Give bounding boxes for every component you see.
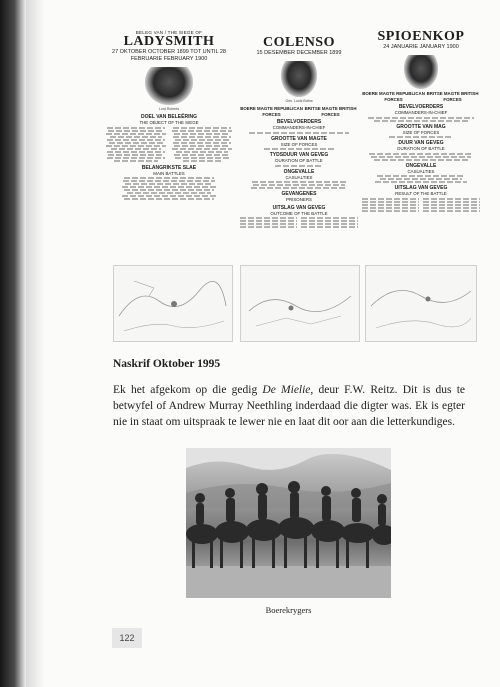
duration-af: TYDSDUUR VAN GEVEG: [269, 152, 329, 158]
poster-colenso: [240, 30, 358, 229]
commanders-af: BEVELVOERDERS: [276, 119, 322, 125]
poster-date: 15 DESEMBER DECEMBER 1899: [256, 50, 342, 56]
captured-en: PRISONERS: [286, 197, 312, 202]
map-ladysmith: [113, 265, 233, 342]
body-paragraph: [113, 382, 465, 430]
poster-spioenkop: [362, 30, 480, 213]
duration-af: DUUR VAN GEVEG: [398, 140, 444, 146]
paragraph-part-2: , deur F.W. Reitz. Dit is dus te betwyfel of Andrew Murray Neethling inderdaad die digter was. Ek is egter nie in staat om uitspraak te lewer nie en laat dit oor aan die letterkundiges.: [113, 384, 465, 428]
section-en: MAIN BATTLES: [153, 170, 185, 176]
left-force: BOERE MAGTE REPUBLICAN FORCES: [362, 91, 425, 102]
commanders-af: BEVELVOERDERS: [398, 104, 444, 110]
poster-top-label: BELEG VAN / THE SIEGE OF: [135, 30, 203, 35]
paragraph-part-1: Ek het afgekom op die gedig: [113, 384, 263, 396]
outcome-en: OUTCOME OF THE BATTLE: [270, 210, 328, 216]
book-spine: [0, 0, 26, 687]
size-en: SIZE OF FORCES: [280, 141, 318, 147]
commanders-en: COMMANDERS-IN-CHIEF: [394, 110, 448, 115]
outcome-af: UITSLAG VAN GEVEG: [272, 204, 326, 211]
size-en: SIZE OF FORCES: [402, 129, 440, 135]
captured-af: GEVANGENES: [281, 191, 317, 197]
outcome-en: RESULT OF THE BATTLE: [395, 191, 447, 196]
portrait-caption: Lord Roberts: [158, 107, 180, 111]
poster-title: COLENSO: [263, 35, 335, 50]
duration-en: DURATION OF BATTLE: [275, 158, 323, 163]
heading-en: THE OBJECT OF THE SIEGE: [139, 120, 199, 125]
forces-row: [240, 106, 358, 117]
commanders-en: COMMANDERS-IN-CHIEF: [272, 125, 326, 130]
size-af: GROOTTE VAN MAG: [396, 123, 446, 130]
duration-en: DURATION OF BATTLE: [397, 146, 445, 151]
map-spioenkop: [365, 265, 477, 342]
poster-date: 24 JANUARIE JANUARY 1900: [383, 44, 459, 50]
date-start: 27 OKTOBER OCTOBER 1899: [112, 49, 189, 55]
page-number: 122: [112, 628, 142, 648]
casualties-en: CASUALTIES: [407, 168, 435, 174]
poem-title: De Mielie: [262, 384, 311, 396]
portrait-caption: Gen. Louis Botha: [285, 99, 313, 103]
outcome-af: UITSLAG VAN GEVEG: [394, 185, 448, 191]
portrait-image: [281, 61, 317, 97]
photo-caption: Boerekrygers: [265, 605, 312, 615]
right-force: BRITSE MAGTE BRITISH FORCES: [426, 91, 479, 102]
section-heading: Naskrif Oktober 1995: [113, 358, 221, 370]
date-mid: TOT UNTIL: [190, 49, 219, 55]
casualties-af: ONGEVALLE: [283, 168, 315, 175]
poster-title: SPIOENKOP: [377, 29, 465, 44]
date-end: 28 FEBRUARIE FEBRUARY 1900: [130, 49, 226, 62]
casualties-en: CASUALTIES: [285, 174, 313, 180]
casualties-af: ONGEVALLE: [405, 162, 437, 169]
forces-row: [362, 91, 480, 102]
portrait-image: [145, 67, 193, 105]
size-af: GROOTTE VAN MAGTE: [271, 135, 327, 142]
section-af: BELANGRIKSTE SLAE: [141, 164, 197, 171]
poster-dates: [105, 49, 233, 63]
poster-title: LADYSMITH: [123, 34, 215, 49]
poster-ladysmith: [105, 30, 233, 201]
boer-fighters-photo: [186, 448, 391, 598]
body-columns: [105, 126, 233, 163]
page-gutter: [26, 0, 44, 687]
right-force: BRITSE MAGTE BRITISH FORCES: [304, 106, 357, 117]
heading-af: DOEL VAN BELEËRING: [141, 114, 197, 120]
portrait-image: [404, 55, 438, 89]
left-force: BOERE MAGTE REPUBLICAN FORCES: [240, 106, 303, 117]
map-colenso: [240, 265, 360, 342]
